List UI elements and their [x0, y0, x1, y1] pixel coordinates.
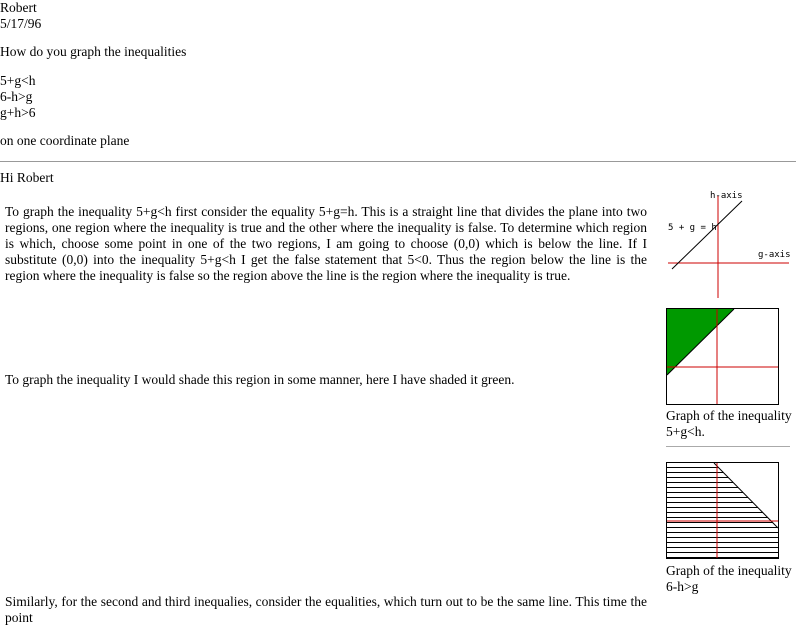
- answer-paragraph-2: To graph the inequality I would shade this region in some manner, here I have shaded it green.: [5, 372, 515, 387]
- graph-1: [666, 308, 780, 406]
- line-label: 5 + g = h: [668, 223, 717, 233]
- divider: [0, 161, 796, 162]
- boundary-line: [672, 201, 742, 269]
- question-prompt: How do you graph the inequalities: [0, 44, 187, 59]
- answer-paragraph-1: To graph the inequality 5+g<h first consider the equality 5+g=h. This is a straight line that divides the plane into two regions, one region where the inequality is true and the other where the inequality is false. To determine which region is which, choose some point in one of the two regions, I am going to choose (0,0) which is below the line. If I substitute (0,0) into the inequality 5+g<h I get the false statement that 5<0. Thus the region below the line is the region where the inequality is false so the region above the line is the region where the inequality is true.: [5, 204, 647, 283]
- inequality-2: 6-h>g: [0, 89, 33, 104]
- author-name: Robert: [0, 0, 37, 15]
- g-axis-label: g-axis: [758, 250, 791, 260]
- graph-2: [666, 462, 780, 560]
- answer-paragraph-3: Similarly, for the second and third inequalies, consider the equalities, which turn out to be the same line. This time the point: [5, 594, 647, 625]
- axes-figure: [664, 186, 794, 301]
- h-axis-label: h-axis: [710, 191, 743, 201]
- graph-1-caption-line-1: Graph of the inequality: [666, 408, 792, 423]
- figure-divider: [666, 446, 790, 447]
- inequality-3: g+h>6: [0, 105, 36, 120]
- graph-2-caption-line-2: 6-h>g: [666, 579, 699, 594]
- graph-1-caption-line-2: 5+g<h.: [666, 424, 705, 439]
- post-date: 5/17/96: [0, 16, 42, 31]
- graph-2-caption-line-1: Graph of the inequality: [666, 563, 792, 578]
- inequality-1: 5+g<h: [0, 73, 36, 88]
- question-closing: on one coordinate plane: [0, 133, 130, 148]
- answer-greeting: Hi Robert: [0, 170, 54, 185]
